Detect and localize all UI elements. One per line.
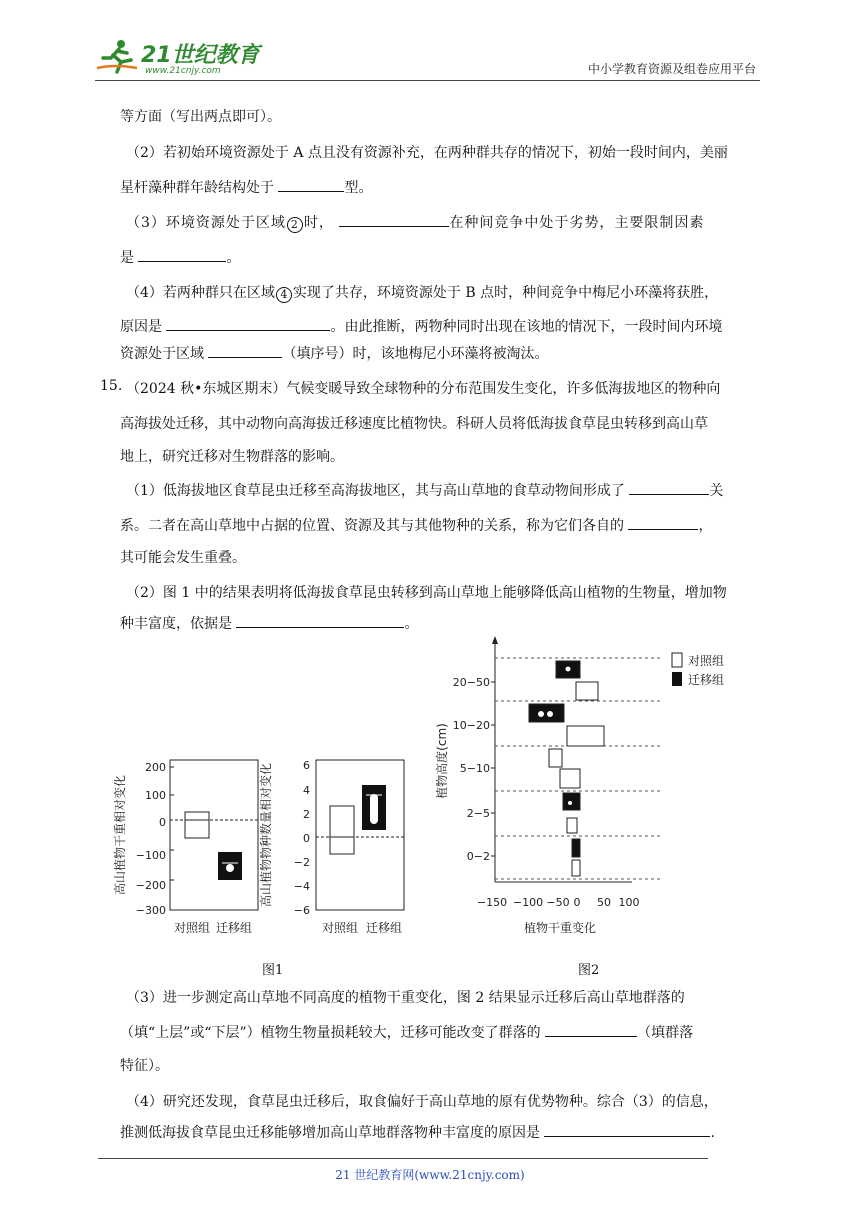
text-line: （3）进一步测定高山草地不同高度的植物干重变化，图 2 结果显示迁移后高山草地群落的 — [126, 990, 685, 1006]
y-tick: 20−50 — [452, 676, 490, 689]
answer-blank[interactable] — [629, 480, 709, 495]
y-axis-label: 高山植物干重相对变化 — [113, 774, 127, 896]
bar-control — [560, 769, 580, 788]
box-control — [185, 812, 209, 838]
x-axis-label: 植物干重变化 — [523, 921, 597, 935]
text-line: （1）低海拔地区食草昆虫迁移至高海拔地区，其与高山草地的食草动物间形成了 关 — [126, 480, 723, 500]
footer-link[interactable]: 21 世纪教育网(www.21cnjy.com) — [335, 1168, 525, 1182]
box-control — [330, 806, 354, 854]
text-line: 推测低海拔食草昆虫迁移能够增加高山草地群落物种丰富度的原因是 . — [120, 1122, 715, 1142]
bar-control — [572, 860, 580, 876]
answer-blank[interactable] — [545, 1022, 637, 1037]
bar-migrated — [529, 704, 564, 722]
figure-1-chart — [108, 740, 418, 940]
header-platform-title: 中小学教育资源及组卷应用平台 — [587, 62, 756, 76]
y-axis-label: 植物高度(cm) — [435, 723, 449, 799]
answer-blank[interactable] — [339, 212, 449, 227]
x-tick: −50 — [546, 896, 570, 909]
region-number: 2 — [287, 217, 303, 233]
bar-control — [567, 818, 577, 833]
region-number: 4 — [276, 287, 292, 303]
figure-1-caption: 图1 — [262, 963, 284, 978]
site-logo[interactable] — [95, 36, 265, 76]
text-line: 特征）。 — [120, 1058, 169, 1074]
bar-control — [549, 749, 562, 767]
bar-migrated — [572, 839, 580, 857]
text-line: 种丰富度，依据是 。 — [120, 613, 418, 633]
y-tick: −200 — [135, 879, 166, 892]
y-tick: 5−10 — [459, 762, 490, 775]
y-tick: 2−5 — [466, 807, 490, 820]
text-line: 是 。 — [120, 247, 240, 267]
y-tick: 200 — [145, 761, 166, 774]
y-tick: 0−2 — [466, 850, 490, 863]
y-tick: 0 — [159, 816, 166, 829]
text-line: （4）若两种群只在区域 4 实现了共存，环境资源处于 B 点时，种间竞争中梅尼小环藻将获胜， — [126, 285, 719, 301]
x-tick: 迁移组 — [365, 921, 403, 935]
text-line: （3）环境资源处于区域 2 时， 在种间竞争中处于劣势，主要限制因素 — [126, 212, 704, 233]
text-line: 其可能会发生重叠。 — [120, 550, 246, 566]
text-line: （填“上层”或“下层”）植物生物量损耗较大，迁移可能改变了群落的 （填群落 — [120, 1022, 693, 1042]
x-tick: −150 — [476, 896, 508, 909]
y-tick: −2 — [293, 856, 310, 869]
answer-blank[interactable] — [628, 515, 698, 530]
answer-blank[interactable] — [208, 343, 282, 358]
text-line: 星杆藻种群年龄结构处于 型。 — [120, 177, 372, 197]
x-tick: 对照组 — [321, 921, 359, 935]
text-line: 资源处于区域 （填序号）时，该地梅尼小环藻将被淘汰。 — [120, 343, 548, 363]
answer-blank[interactable] — [544, 1122, 710, 1137]
figure-2-caption: 图2 — [578, 963, 600, 978]
fig1-right-panel — [258, 759, 404, 935]
text-line: 地上，研究迁移对生物群落的影响。 — [120, 449, 344, 465]
y-tick: 10−20 — [452, 719, 490, 732]
legend-label: 迁移组 — [688, 673, 725, 687]
text-line: 等方面（写出两点即可）。 — [120, 109, 281, 125]
y-tick: 2 — [303, 808, 310, 821]
x-tick: 0 — [573, 896, 581, 909]
y-tick: −4 — [293, 880, 310, 893]
y-tick: 4 — [303, 784, 310, 797]
y-axis-label: 高山植物物种数量相对变化 — [259, 762, 273, 908]
y-tick: −300 — [135, 904, 166, 917]
text-line: （4）研究还发现，食草昆虫迁移后，取食偏好于高山草地的原有优势物种。综合（3）的信息， — [126, 1094, 718, 1110]
x-tick: 对照组 — [173, 921, 211, 935]
text-line: （2）若初始环境资源处于 A 点且没有资源补充，在两种群共存的情况下，初始一段时间内，美丽 — [126, 145, 728, 161]
footer-divider — [98, 1158, 708, 1159]
logo-url: www.21cnjy.com — [145, 66, 221, 76]
legend-label: 对照组 — [688, 654, 725, 668]
y-tick: 0 — [303, 832, 310, 845]
fig2-legend — [672, 653, 724, 687]
question-number: 15. — [100, 378, 123, 394]
text-line: （2024 秋•东城区期末）气候变暖导致全球物种的分布范围发生变化，许多低海拔地区的物种向 — [126, 381, 721, 397]
figure-2-chart — [432, 636, 752, 946]
text-line: 系。二者在高山草地中占据的位置、资源及其与其他物种的关系，称为它们各自的 ， — [120, 515, 712, 535]
text-line: 高海拔处迁移，其中动物向高海拔迁移速度比植物快。科研人员将低海拔食草昆虫转移到高山草 — [120, 416, 708, 432]
page-header — [95, 28, 760, 81]
bar-control — [567, 726, 604, 746]
x-tick: 迁移组 — [215, 921, 253, 935]
y-tick: 6 — [303, 759, 310, 772]
logo-text: 21世纪教育 — [141, 43, 260, 68]
answer-blank[interactable] — [138, 247, 226, 262]
bar-migrated — [563, 793, 580, 810]
answer-blank[interactable] — [166, 316, 330, 331]
x-tick: 100 — [618, 896, 640, 909]
x-tick: 50 — [597, 896, 611, 909]
y-tick: −6 — [293, 904, 310, 917]
fig1-left-panel — [112, 760, 258, 935]
text-line: 原因是 。由此推断，两物种同时出现在该地的情况下，一段时间内环境 — [120, 316, 722, 336]
text-line: （2）图 1 中的结果表明将低海拔食草昆虫转移到高山草地上能够降低高山植物的生物量，增加物 — [126, 585, 727, 601]
y-tick: −100 — [135, 849, 166, 862]
answer-blank[interactable] — [236, 613, 404, 628]
bar-control — [576, 682, 598, 700]
answer-blank[interactable] — [278, 177, 344, 192]
y-tick: 100 — [145, 789, 166, 802]
runner-logo-icon — [95, 38, 139, 76]
x-tick: −100 — [512, 896, 544, 909]
